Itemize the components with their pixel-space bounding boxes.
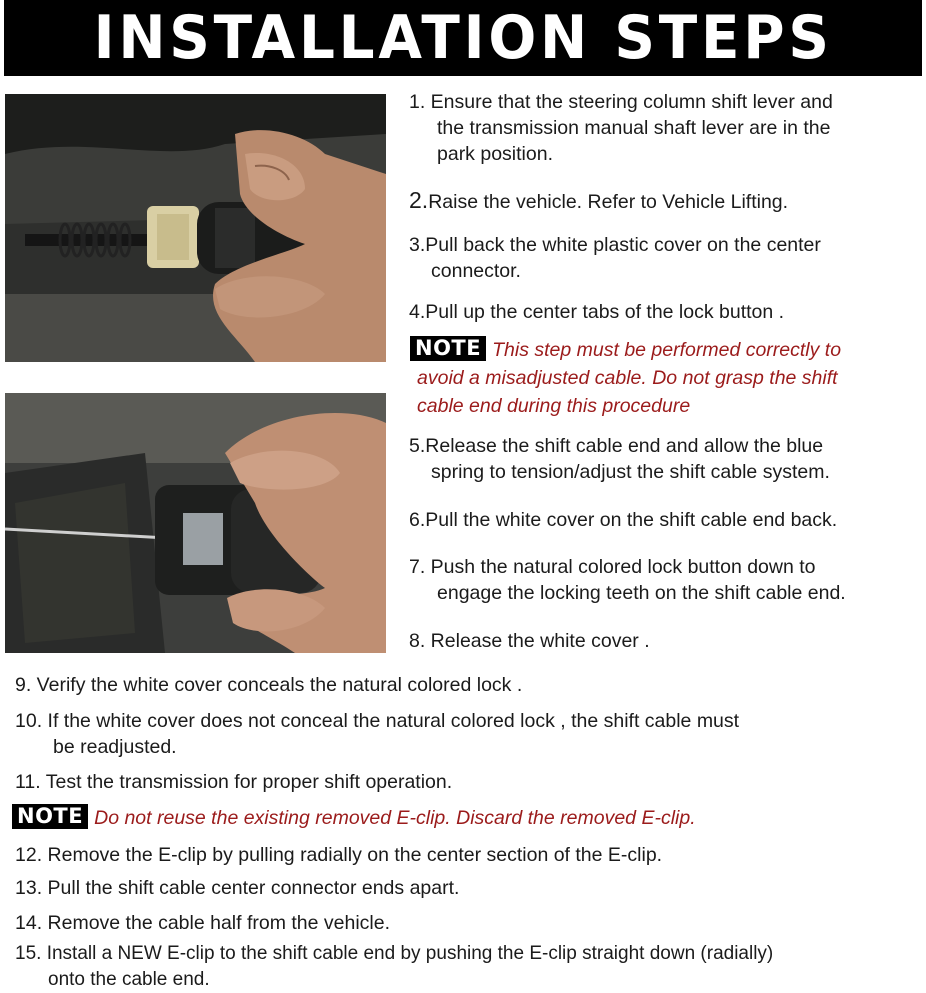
step-8: [409, 628, 650, 654]
step-2-number: 2.: [409, 187, 429, 213]
step-14: [15, 910, 390, 936]
step-8-line-1: 8. Release the white cover .: [409, 630, 650, 652]
step-7: [409, 554, 846, 606]
step-10-line-2: be readjusted.: [53, 736, 177, 758]
step-6-line-1: 6.Pull the white cover on the shift cable end back.: [409, 509, 838, 531]
step-9-line-1: 9. Verify the white cover conceals the natural colored lock .: [15, 674, 523, 696]
note-1-line-2: avoid a misadjusted cable. Do not grasp the shift: [417, 367, 838, 389]
step-2: [409, 187, 788, 215]
step-14-line-1: 14. Remove the cable half from the vehicle.: [15, 912, 391, 934]
step-5: [409, 433, 830, 485]
page-title: INSTALLATION STEPS: [93, 3, 833, 73]
step-1-line-2: the transmission manual shaft lever are in the: [437, 117, 831, 139]
step-9: [15, 672, 522, 698]
step-15-line-1: 15. Install a NEW E-clip to the shift cable end by pushing the E-clip straight down (radially): [15, 943, 774, 964]
step-3-line-1: 3.Pull back the white plastic cover on the center: [409, 234, 821, 256]
step-15-line-2: onto the cable end.: [48, 969, 210, 990]
step-12-line-1: 12. Remove the E-clip by pulling radially on the center section of the E-clip.: [15, 844, 663, 866]
step-3: [409, 232, 821, 284]
note-2: [12, 804, 696, 832]
step-1-line-1: 1. Ensure that the steering column shift lever and: [409, 91, 833, 113]
step-10-line-1: 10. If the white cover does not conceal the natural colored lock , the shift cable must: [15, 710, 740, 732]
step-12: [15, 842, 662, 868]
note-1-line-3: cable end during this procedure: [417, 395, 691, 417]
step-6: [409, 507, 837, 533]
step-5-line-1: 5.Release the shift cable end and allow the blue: [409, 435, 824, 457]
step-13-line-1: 13. Pull the shift cable center connector ends apart.: [15, 877, 460, 899]
photo-pull-cover: [5, 94, 386, 362]
note-1-badge: NOTE: [410, 336, 486, 361]
step-13: [15, 875, 459, 901]
step-10: [15, 708, 739, 760]
note-1-line-1: This step must be performed correctly to: [492, 339, 842, 361]
step-1: [409, 89, 833, 167]
note-2-badge: NOTE: [12, 804, 88, 829]
step-4: [409, 299, 784, 325]
step-11-line-1: 11. Test the transmission for proper shift operation.: [15, 771, 453, 793]
step-15: [15, 941, 773, 993]
step-7-line-2: engage the locking teeth on the shift cable end.: [437, 582, 846, 604]
step-1-line-3: park position.: [437, 143, 553, 165]
note-2-line-1: Do not reuse the existing removed E-clip. Discard the removed E-clip.: [94, 807, 696, 829]
step-4-line-1: 4.Pull up the center tabs of the lock button .: [409, 301, 785, 323]
step-2-text: Raise the vehicle. Refer to Vehicle Lifting.: [428, 191, 789, 213]
step-5-line-2: spring to tension/adjust the shift cable system.: [431, 461, 830, 483]
step-11: [15, 769, 452, 795]
step-7-line-1: 7. Push the natural colored lock button down to: [409, 556, 816, 578]
step-3-line-2: connector.: [431, 260, 521, 282]
title-banner: [4, 0, 922, 76]
photo-release-cable: [5, 393, 386, 653]
note-1: [410, 336, 841, 420]
